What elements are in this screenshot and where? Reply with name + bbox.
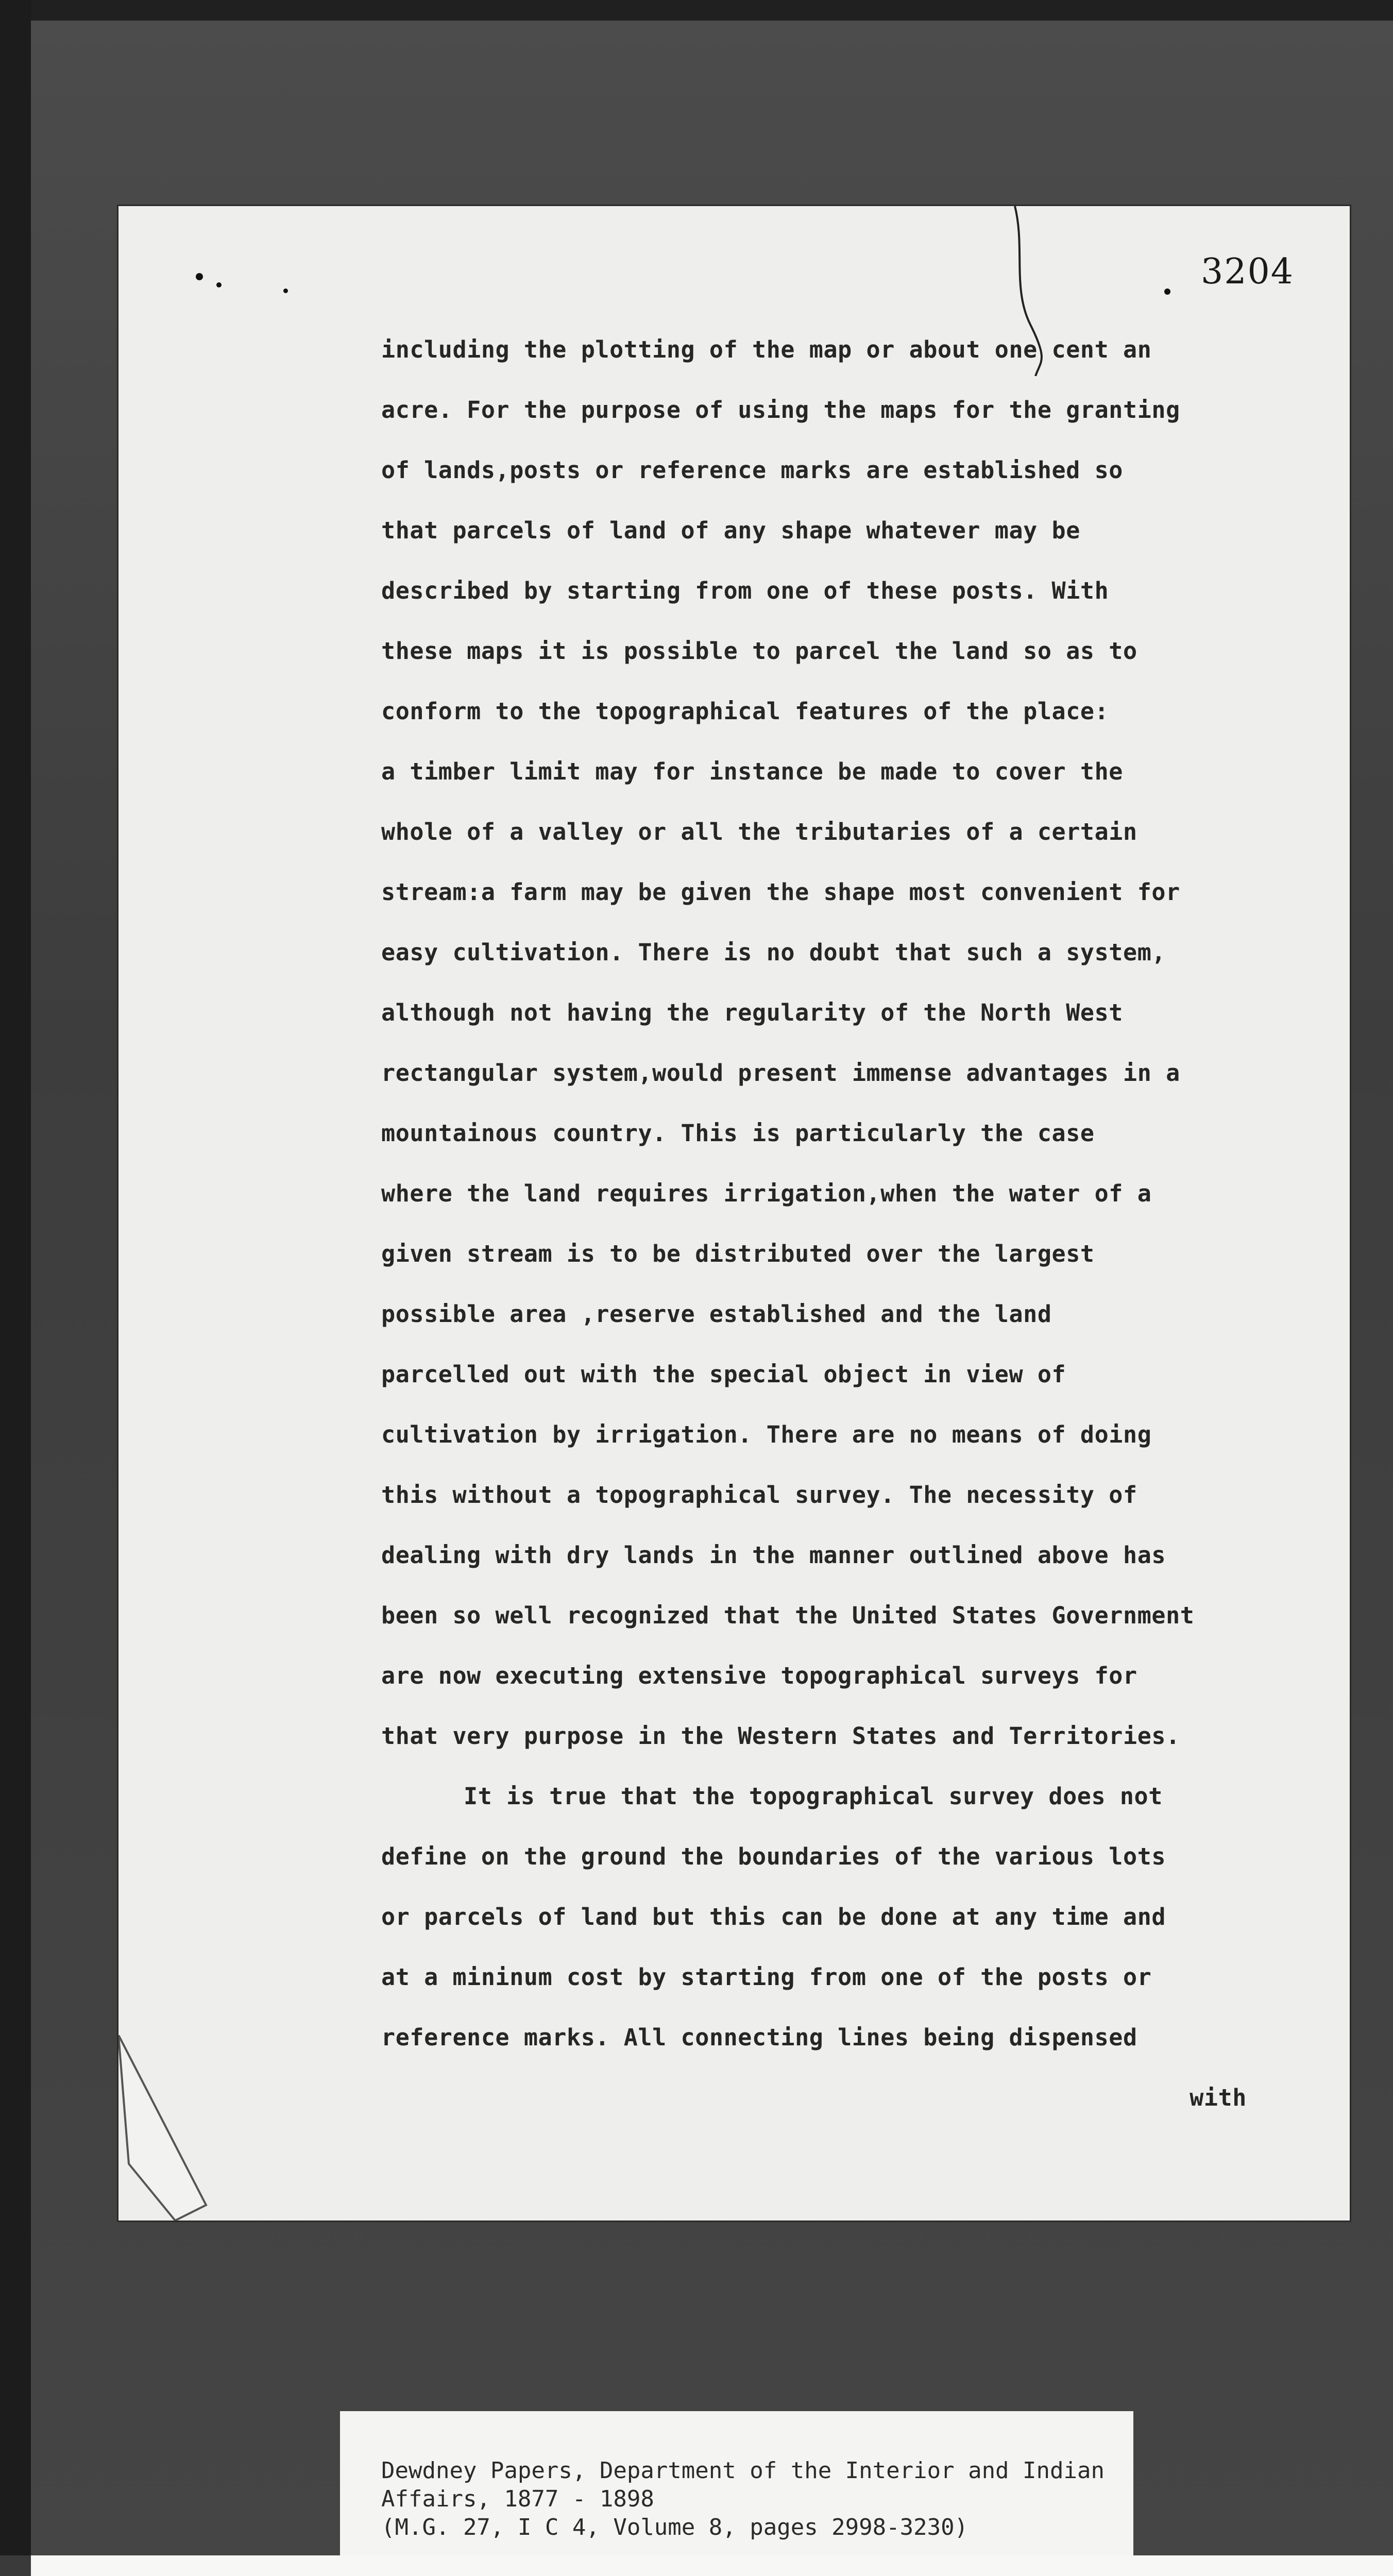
text-line: including the plotting of the map or about one cent an — [381, 336, 1152, 363]
reference-caption-card — [340, 2411, 1133, 2566]
text-line: whole of a valley or all the tributaries of a certain — [381, 818, 1137, 845]
text-line: conform to the topographical features of the place: — [381, 698, 1109, 725]
ink-speck — [283, 289, 288, 293]
text-line: reference marks. All connecting lines being dispensed — [381, 2024, 1137, 2051]
text-line: define on the ground the boundaries of the various lots — [381, 1843, 1166, 1870]
text-line: dealing with dry lands in the manner outlined above has — [381, 1541, 1166, 1569]
text-line: that very purpose in the Western States and Territories. — [381, 1722, 1180, 1750]
paragraph-start-line: It is true that the topographical survey does not — [464, 1783, 1163, 1810]
folded-corner — [118, 2035, 211, 2221]
text-line: although not having the regularity of the North West — [381, 999, 1123, 1026]
hair-artifact — [1010, 206, 1051, 376]
caption-line: (M.G. 27, I C 4, Volume 8, pages 2998-3230) — [381, 2514, 969, 2540]
caption-line: Affairs, 1877 - 1898 — [381, 2486, 654, 2512]
text-line: been so well recognized that the United States Government — [381, 1602, 1195, 1629]
text-line: stream:a farm may be given the shape most convenient for — [381, 878, 1180, 906]
catchword-line: with — [1190, 2084, 1247, 2111]
text-line: of lands,posts or reference marks are established so — [381, 456, 1123, 484]
text-line: at a mininum cost by starting from one of the posts or — [381, 1963, 1152, 1991]
ink-speck — [196, 273, 203, 280]
text-line: these maps it is possible to parcel the land so as to — [381, 637, 1137, 665]
text-line: given stream is to be distributed over the largest — [381, 1240, 1095, 1267]
text-line: where the land requires irrigation,when the water of a — [381, 1180, 1152, 1207]
text-line: acre. For the purpose of using the maps for the granting — [381, 396, 1180, 423]
typed-text-body — [381, 319, 1278, 2128]
frame-top-edge — [0, 0, 1393, 21]
text-line: that parcels of land of any shape whatever may be — [381, 517, 1080, 544]
text-line: are now executing extensive topographical surveys for — [381, 1662, 1137, 1689]
ink-speck — [216, 282, 222, 287]
ink-speck — [1164, 289, 1170, 295]
text-line: cultivation by irrigation. There are no means of doing — [381, 1421, 1152, 1448]
archives-banner — [31, 2555, 1393, 2576]
frame-left-edge — [0, 0, 31, 2555]
text-line: rectangular system,would present immense advantages in a — [381, 1059, 1180, 1087]
text-line: easy cultivation. There is no doubt that such a system, — [381, 939, 1166, 966]
typed-page — [118, 206, 1350, 2221]
text-line: parcelled out with the special object in view of — [381, 1361, 1066, 1388]
text-line: possible area ,reserve established and the land — [381, 1300, 1052, 1328]
page-number: 3204 — [1200, 251, 1294, 292]
caption-line: Dewdney Papers, Department of the Interior and Indian — [381, 2458, 1105, 2484]
text-line: or parcels of land but this can be done at any time and — [381, 1903, 1166, 1930]
text-line: mountainous country. This is particularly the case — [381, 1120, 1095, 1147]
text-line: described by starting from one of these posts. With — [381, 577, 1109, 604]
text-line: this without a topographical survey. The necessity of — [381, 1481, 1137, 1509]
text-line: a timber limit may for instance be made to cover the — [381, 758, 1123, 785]
